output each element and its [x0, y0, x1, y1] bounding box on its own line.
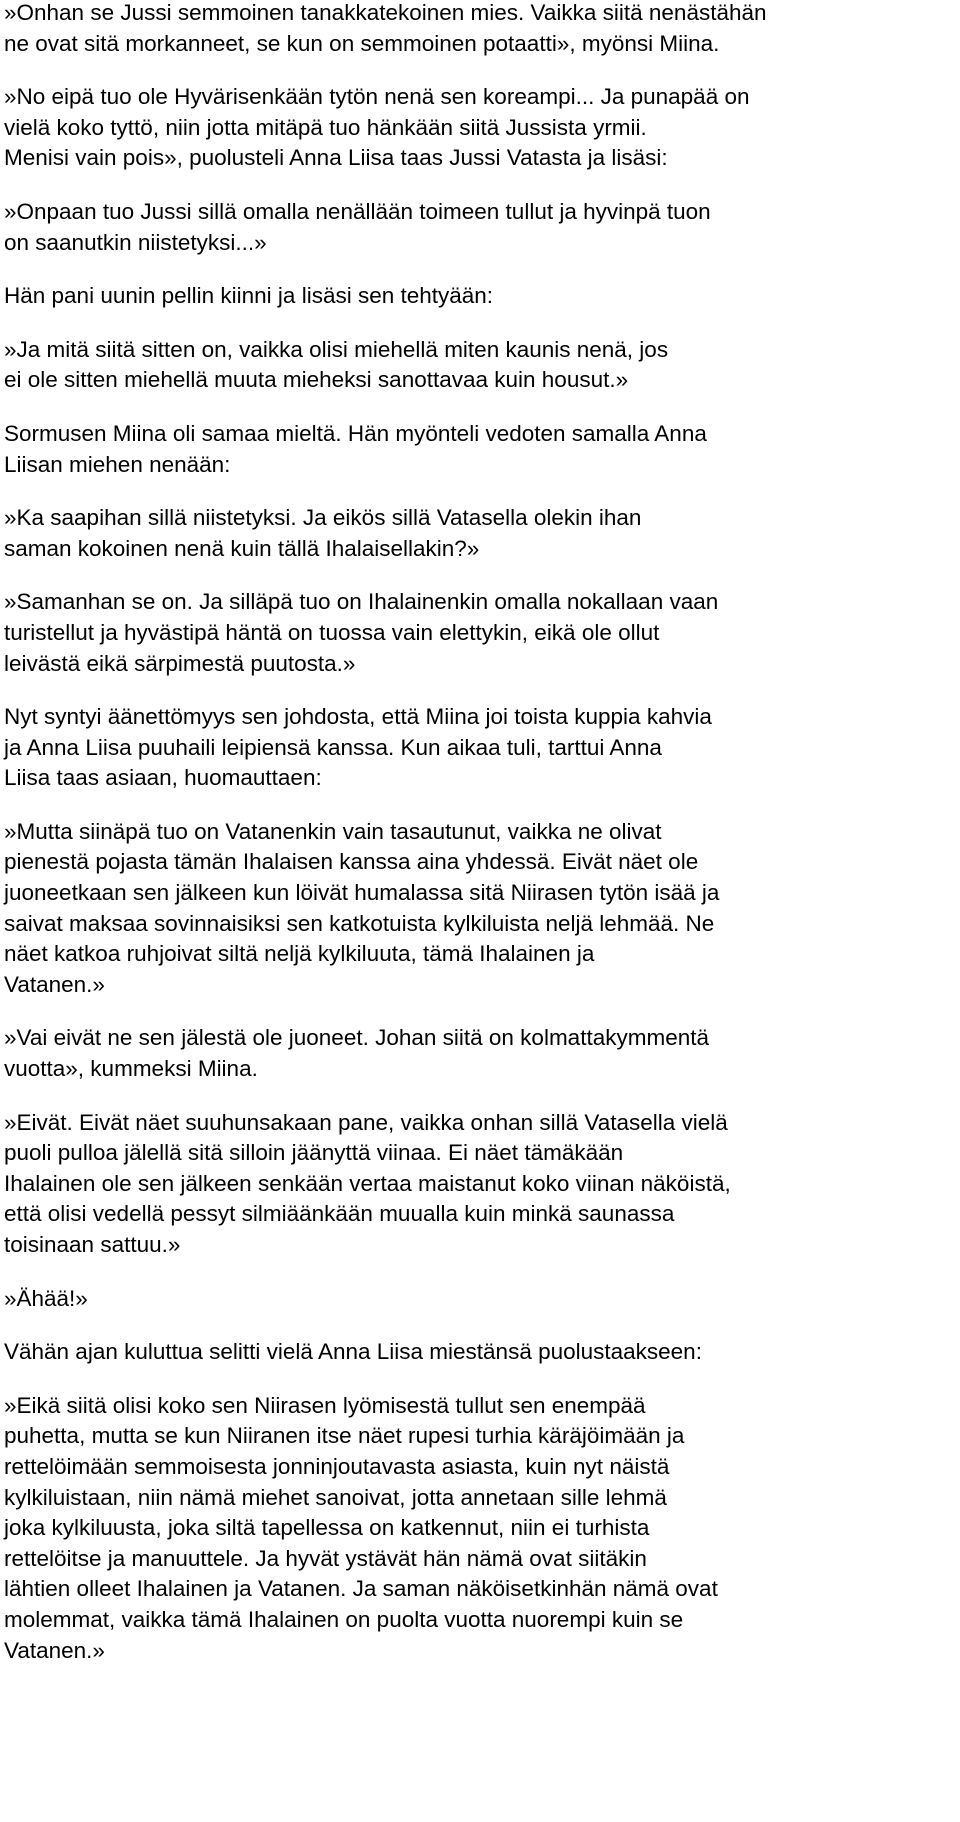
paragraph — [4, 587, 960, 679]
paragraph — [4, 419, 960, 480]
text-line: Liisan miehen nenään: — [4, 451, 231, 477]
text-line: »Mutta siinäpä tuo on Vatanenkin vain tasautunut, vaikka ne olivat — [4, 818, 662, 844]
text-line: ja Anna Liisa puuhaili leipiensä kanssa. Kun aikaa tuli, tarttui Anna — [4, 734, 662, 760]
text-line: rettelöitse ja manuuttele. Ja hyvät ystävät hän nämä ovat siitäkin — [4, 1545, 647, 1571]
paragraph — [4, 335, 960, 396]
paragraph — [4, 817, 960, 1001]
paragraph — [4, 1284, 960, 1315]
text-line: Vähän ajan kuluttua selitti vielä Anna Liisa miestänsä puolustaakseen: — [4, 1339, 702, 1365]
text-line: »Eivät. Eivät näet suuhunsakaan pane, vaikka onhan sillä Vatasella vielä — [4, 1109, 728, 1135]
paragraph — [4, 281, 960, 312]
text-line: molemmat, vaikka tämä Ihalainen on puolta vuotta nuorempi kuin se — [4, 1606, 684, 1632]
text-line: »Eikä siitä olisi koko sen Niirasen lyömisestä tullut sen enempää — [4, 1392, 646, 1418]
text-line: Ihalainen ole sen jälkeen senkään vertaa maistanut koko viinan näköistä, — [4, 1170, 731, 1196]
text-line: juoneetkaan sen jälkeen kun löivät humalassa sitä Niirasen tytön isää ja — [4, 880, 720, 906]
text-line: saman kokoinen nenä kuin tällä Ihalaisellakin?» — [4, 535, 480, 561]
text-line: »Onhan se Jussi semmoinen tanakkatekoinen mies. Vaikka siitä nenästähän — [4, 0, 767, 25]
paragraph — [4, 1108, 960, 1261]
text-line: lähtien olleet Ihalainen ja Vatanen. Ja saman näköisetkinhän nämä ovat — [4, 1576, 718, 1602]
paragraph — [4, 503, 960, 564]
text-line: »Ka saapihan sillä niistetyksi. Ja eikös sillä Vatasella olekin ihan — [4, 505, 642, 531]
text-line: Sormusen Miina oli samaa mieltä. Hän myönteli vedoten samalla Anna — [4, 420, 707, 446]
text-line: »Vai eivät ne sen jälestä ole juoneet. Johan siitä on kolmattakymmentä — [4, 1025, 709, 1051]
text-line: vuotta», kummeksi Miina. — [4, 1056, 258, 1082]
text-line: puhetta, mutta se kun Niiranen itse näet rupesi turhia käräjöimään ja — [4, 1423, 685, 1449]
paragraph — [4, 1023, 960, 1084]
text-line: on saanutkin niistetyksi...» — [4, 229, 267, 255]
text-line: Liisa taas asiaan, huomauttaen: — [4, 765, 322, 791]
paragraph — [4, 1391, 960, 1666]
text-line: turistellut ja hyvästipä häntä on tuossa vain elettykin, eikä ole ollut — [4, 619, 660, 645]
text-line: »Onpaan tuo Jussi sillä omalla nenällään toimeen tullut ja hyvinpä tuon — [4, 198, 711, 224]
text-line: näet katkoa ruhjoivat siltä neljä kylkiluuta, tämä Ihalainen ja — [4, 941, 595, 967]
paragraph — [4, 82, 960, 174]
text-line: vielä koko tyttö, niin jotta mitäpä tuo hänkään siitä Jussista yrmii. — [4, 114, 647, 140]
text-line: kylkiluistaan, niin nämä miehet sanoivat, jotta annetaan sille lehmä — [4, 1484, 667, 1510]
paragraph — [4, 197, 960, 258]
text-line: pienestä pojasta tämän Ihalaisen kanssa aina yhdessä. Eivät näet ole — [4, 849, 699, 875]
text-line: Vatanen.» — [4, 971, 105, 997]
text-line: »Samanhan se on. Ja silläpä tuo on Ihalainenkin omalla nokallaan vaan — [4, 589, 719, 615]
text-line: saivat maksaa sovinnaisiksi sen katkotuista kylkiluista neljä lehmää. Ne — [4, 910, 715, 936]
paragraph — [4, 702, 960, 794]
text-line: »No eipä tuo ole Hyvärisenkään tytön nenä sen koreampi... Ja punapää on — [4, 84, 750, 110]
text-line: ei ole sitten miehellä muuta mieheksi sanottavaa kuin housut.» — [4, 367, 629, 393]
text-line: Hän pani uunin pellin kiinni ja lisäsi sen tehtyään: — [4, 283, 494, 309]
text-line: toisinaan sattuu.» — [4, 1232, 181, 1257]
text-line: ne ovat sitä morkanneet, se kun on semmoinen potaatti», myönsi Miina. — [4, 30, 720, 56]
text-line: Nyt syntyi äänettömyys sen johdosta, että Miina joi toista kuppia kahvia — [4, 704, 712, 730]
paragraph — [4, 0, 960, 59]
text-line: puoli pulloa jälellä sitä silloin jäänyttä viinaa. Ei näet tämäkään — [4, 1140, 624, 1166]
text-line: Vatanen.» — [4, 1637, 105, 1663]
text-line: rettelöimään semmoisesta jonninjoutavasta asiasta, kuin nyt näistä — [4, 1453, 670, 1479]
text-line: Menisi vain pois», puolusteli Anna Liisa taas Jussi Vatasta ja lisäsi: — [4, 145, 668, 171]
text-line: leivästä eikä särpimestä puutosta.» — [4, 650, 356, 676]
text-line: »Ja mitä siitä sitten on, vaikka olisi miehellä miten kaunis nenä, jos — [4, 336, 669, 362]
paragraph — [4, 1337, 960, 1368]
text-line: että olisi vedellä pessyt silmiäänkään muualla kuin minkä saunassa — [4, 1201, 675, 1227]
text-line: joka kylkiluusta, joka siltä tapellessa on katkennut, niin ei turhista — [4, 1515, 650, 1541]
text-line: »Ähää!» — [4, 1285, 88, 1311]
